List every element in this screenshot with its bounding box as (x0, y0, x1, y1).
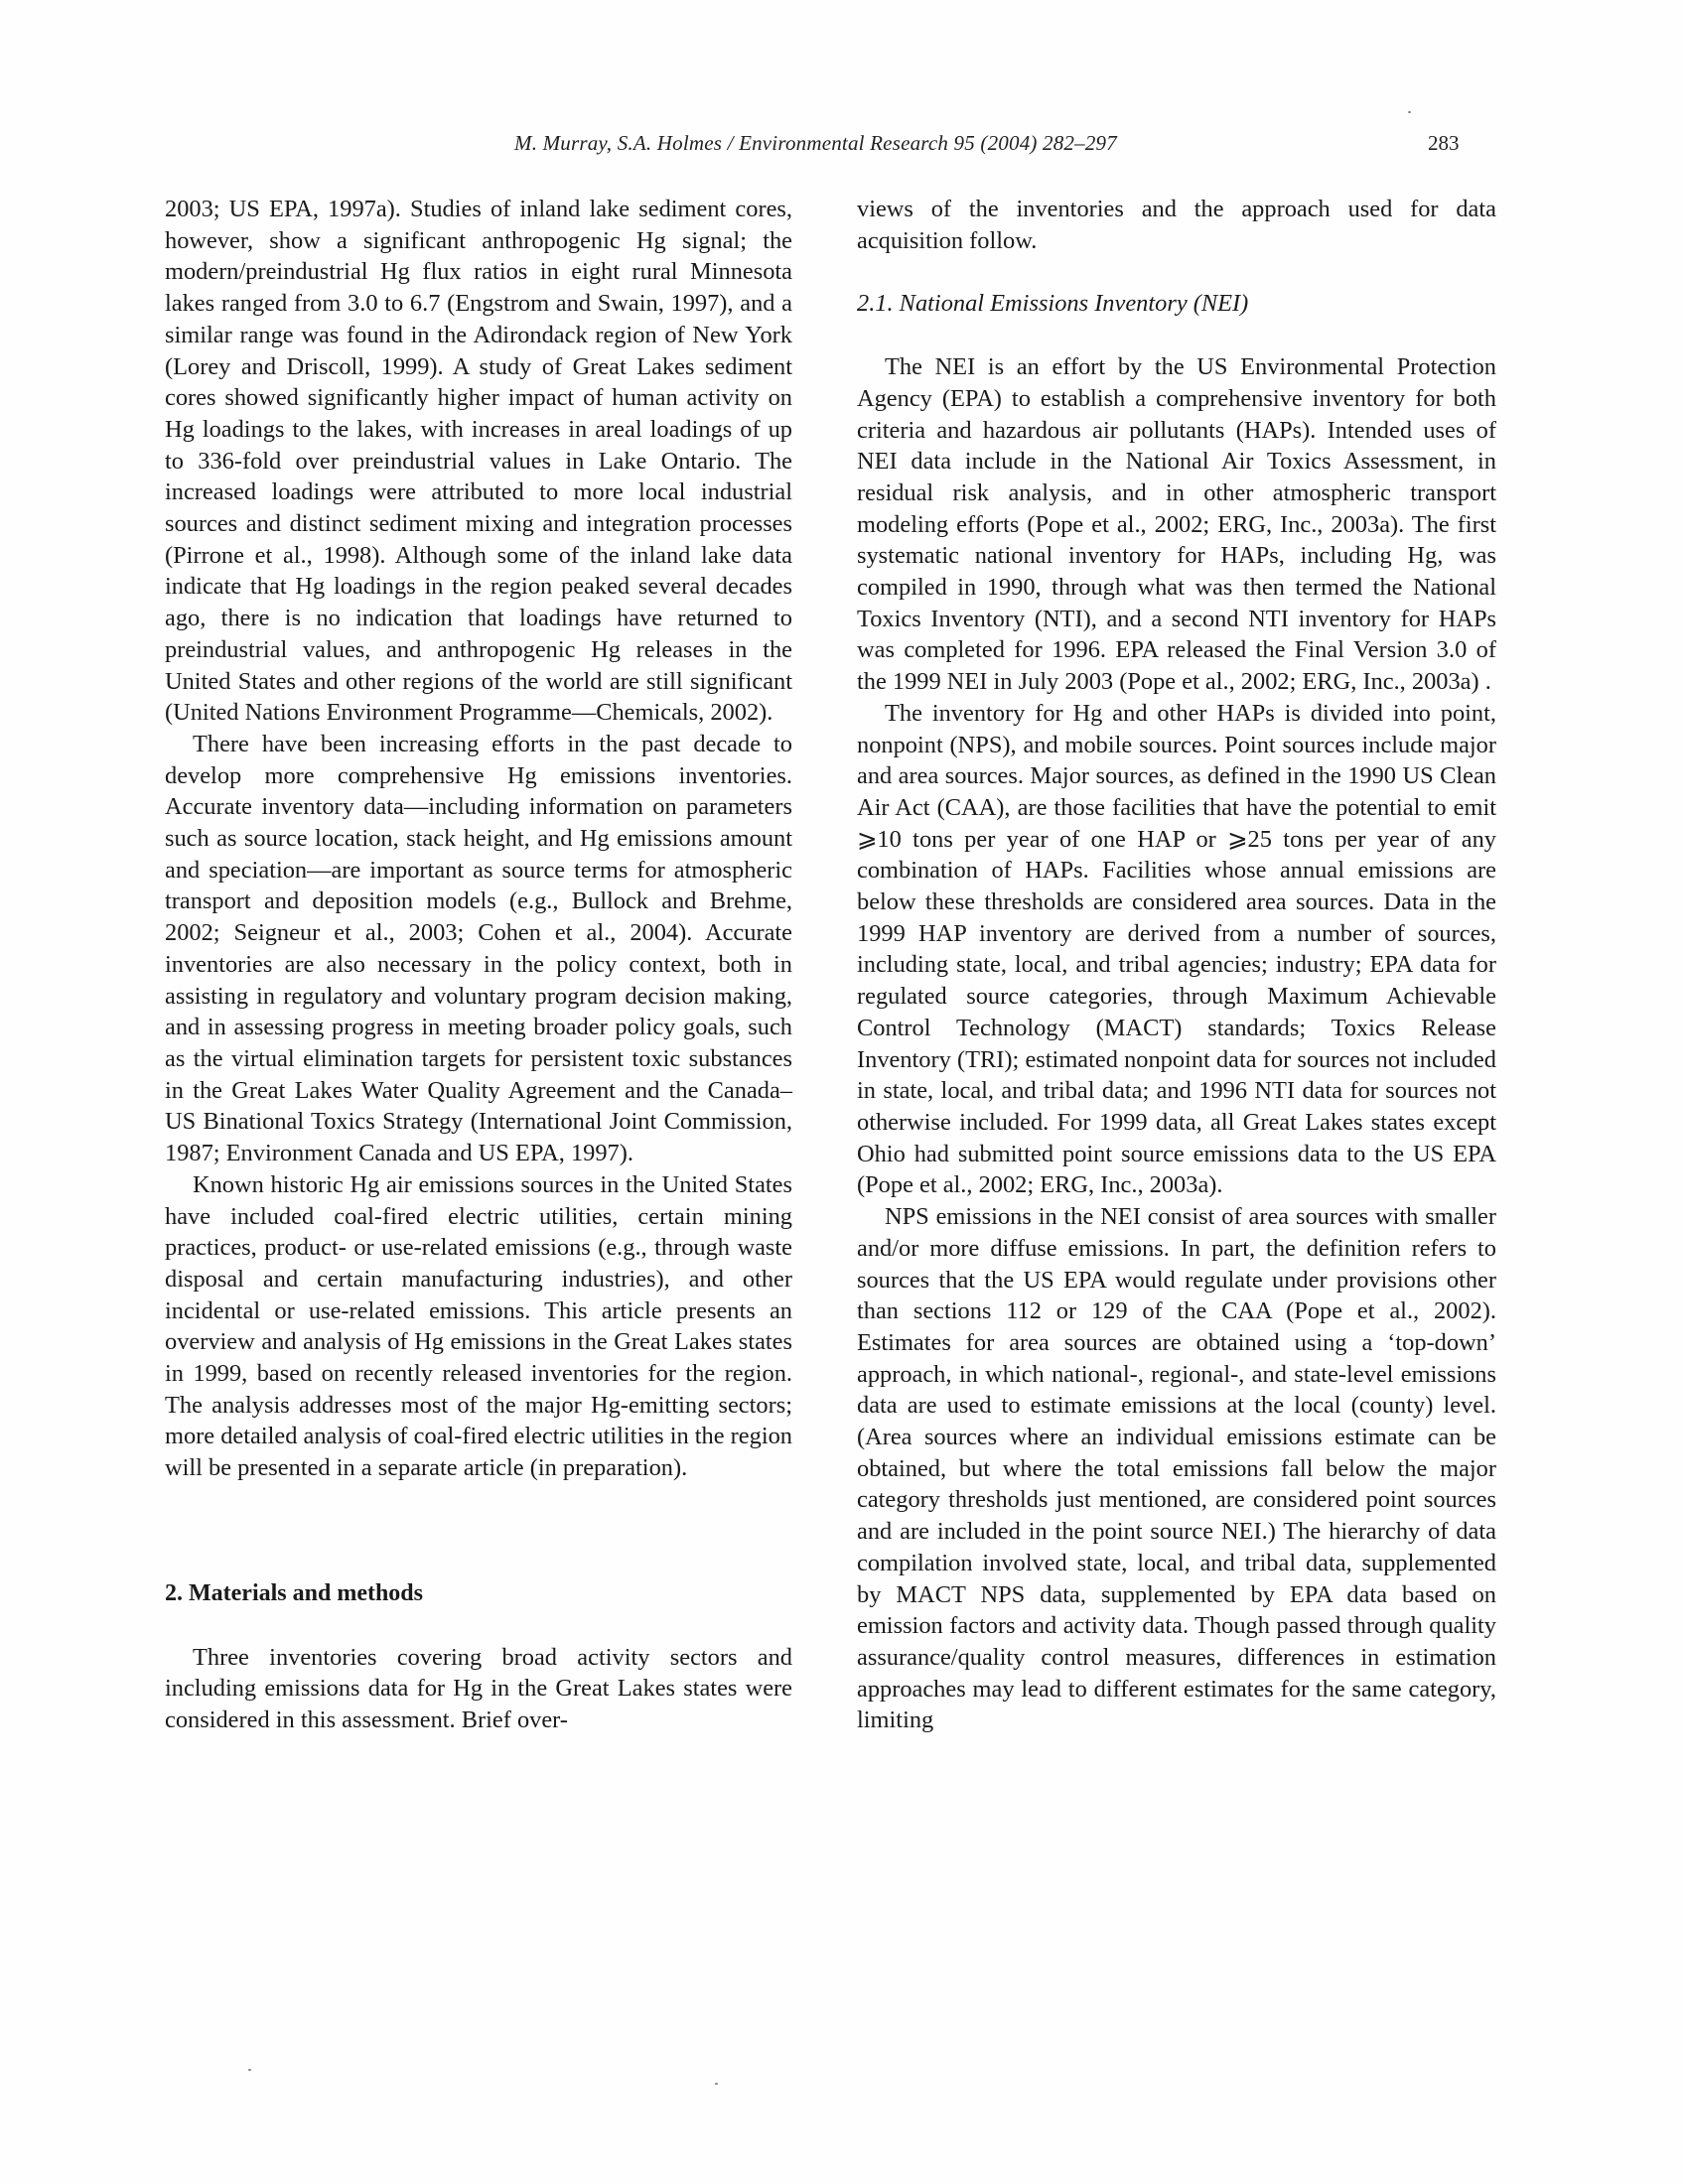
page-number: 283 (1428, 131, 1460, 155)
paragraph-nps-emissions: NPS emissions in the NEI consist of area sources with smaller and/or more diffuse emissions. In part, the definition refers to sources that the US EPA would regulate under provisions other than sections 112 or 129 of the CAA (Pope et al., 2002). Estimates for area sources are obtained using a ‘top-down’ approach, in which national-, regional-, and state-level emissions data are used to estimate emissions at the local (county) level. (Area sources where an individual emissions estimate can be obtained, but where the total emissions fall below the major category thresholds just mentioned, are considered point sources and are included in the point source NEI.) The hierarchy of data compilation involved state, local, and tribal data, supplemented by MACT NPS data, supplemented by EPA data based on emission factors and activity data. Though passed through quality assurance/quality control measures, differences in estimation approaches may lead to different estimates for the same category, limiting (857, 1203, 1496, 1734)
running-head (0, 131, 1684, 161)
section-heading-materials-methods: 2. Materials and methods (165, 1579, 423, 1606)
section-spacer (165, 1484, 792, 1578)
right-column (857, 194, 1496, 1736)
scan-speck (248, 2069, 251, 2071)
paragraph-three-inventories: Three inventories covering broad activity sectors and including emissions data for Hg in the Great Lakes states were considered in this assessment. Brief over- (165, 1643, 792, 1733)
paragraph-nei-effort: The NEI is an effort by the US Environmental Protection Agency (EPA) to establish a comprehensive inventory for both criteria and hazardous air pollutants (HAPs). Intended uses of NEI data include in the National Air Toxics Assessment, in residual risk analysis, and in other atmospheric transport modeling efforts (Pope et al., 2002; ERG, Inc., 2003a). The first systematic national inventory for HAPs, including Hg, was compiled in 1990, through what was then termed the National Toxics Inventory (NTI), and a second NTI inventory for HAPs was completed for 1996. EPA released the Final Version 3.0 of the 1999 NEI in July 2003 (Pope et al., 2002; ERG, Inc., 2003a) . (857, 353, 1496, 696)
paragraph-continued: 2003; US EPA, 1997a). Studies of inland lake sediment cores, however, show a significant anthropogenic Hg signal; the modern/preindustrial Hg flux ratios in eight rural Minnesota lakes ranged from 3.0 to 6.7 (Engstrom and Swain, 1997), and a similar range was found in the Adirondack region of New York (Lorey and Driscoll, 1999). A study of Great Lakes sediment cores showed significantly higher impact of human activity on Hg loadings to the lakes, with increases in areal loadings of up to 336-fold over preindustrial values in Lake Ontario. The increased loadings were attributed to more local industrial sources and distinct sediment mixing and integration processes (Pirrone et al., 1998). Although some of the inland lake data indicate that Hg loadings in the region peaked several decades ago, there is no indication that loadings have returned to preindustrial values, and anthropogenic Hg releases in the United States and other regions of the world are still significant (United Nations Environment Programme—Chemicals, 2002). (165, 196, 792, 727)
scan-speck (1408, 111, 1411, 113)
subsection-spacer-top (857, 256, 1496, 288)
subsection-heading-nei: 2.1. National Emissions Inventory (NEI) (857, 290, 1249, 318)
running-head-citation: M. Murray, S.A. Holmes / Environmental Research 95 (2004) 282–297 (514, 131, 1117, 155)
heading-spacer (165, 1610, 792, 1642)
scan-speck (715, 2083, 718, 2085)
paragraph-hap-division: The inventory for Hg and other HAPs is divided into point, nonpoint (NPS), and mobile sources. Point sources include major and area sources. Major sources, as defined in the 1990 US Clean Air Act (CAA), are those facilities that have the potential to emit ⩾10 tons per year of one HAP or ⩾25 tons per year of any combination of HAPs. Facilities whose annual emissions are below these thresholds are considered area sources. Data in the 1999 HAP inventory are derived from a number of sources, including state, local, and tribal agencies; industry; EPA data for regulated source categories, through Maximum Achievable Control Technology (MACT) standards; Toxics Release Inventory (TRI); estimated nonpoint data for sources not included in state, local, and tribal data; and 1996 NTI data for sources not otherwise included. For 1999 data, all Great Lakes states except Ohio had submitted point source emissions data to the US EPA (Pope et al., 2002; ERG, Inc., 2003a). (857, 699, 1496, 1199)
paragraph-overviews: views of the inventories and the approach used for data acquisition follow. (857, 196, 1496, 254)
paragraph-historic-sources: Known historic Hg air emissions sources in the United States have included coal-fired electric utilities, certain mining practices, product- or use-related emissions (e.g., through waste disposal and certain manufacturing industries), and other incidental or use-related emissions. This article presents an overview and analysis of Hg emissions in the Great Lakes states in 1999, based on recently released inventories for the region. The analysis addresses most of the major Hg-emitting sectors; more detailed analysis of coal-fired electric utilities in the region will be presented in a separate article (in preparation). (165, 1170, 792, 1482)
paragraph-inventory-efforts: There have been increasing efforts in the past decade to develop more comprehensive Hg emissions inventories. Accurate inventory data—including information on parameters such as source location, stack height, and Hg emissions amount and speciation—are important as source terms for atmospheric transport and deposition models (e.g., Bullock and Brehme, 2002; Seigneur et al., 2003; Cohen et al., 2004). Accurate inventories are also necessary in the policy context, both in assisting in regulatory and voluntary program decision making, and in assessing progress in meeting broader policy goals, such as the virtual elimination targets for persistent toxic substances in the Great Lakes Water Quality Agreement and the Canada–US Binational Toxics Strategy (International Joint Commission, 1987; Environment Canada and US EPA, 1997). (165, 730, 792, 1167)
left-column (165, 194, 792, 1736)
subsection-spacer-bottom (857, 320, 1496, 351)
